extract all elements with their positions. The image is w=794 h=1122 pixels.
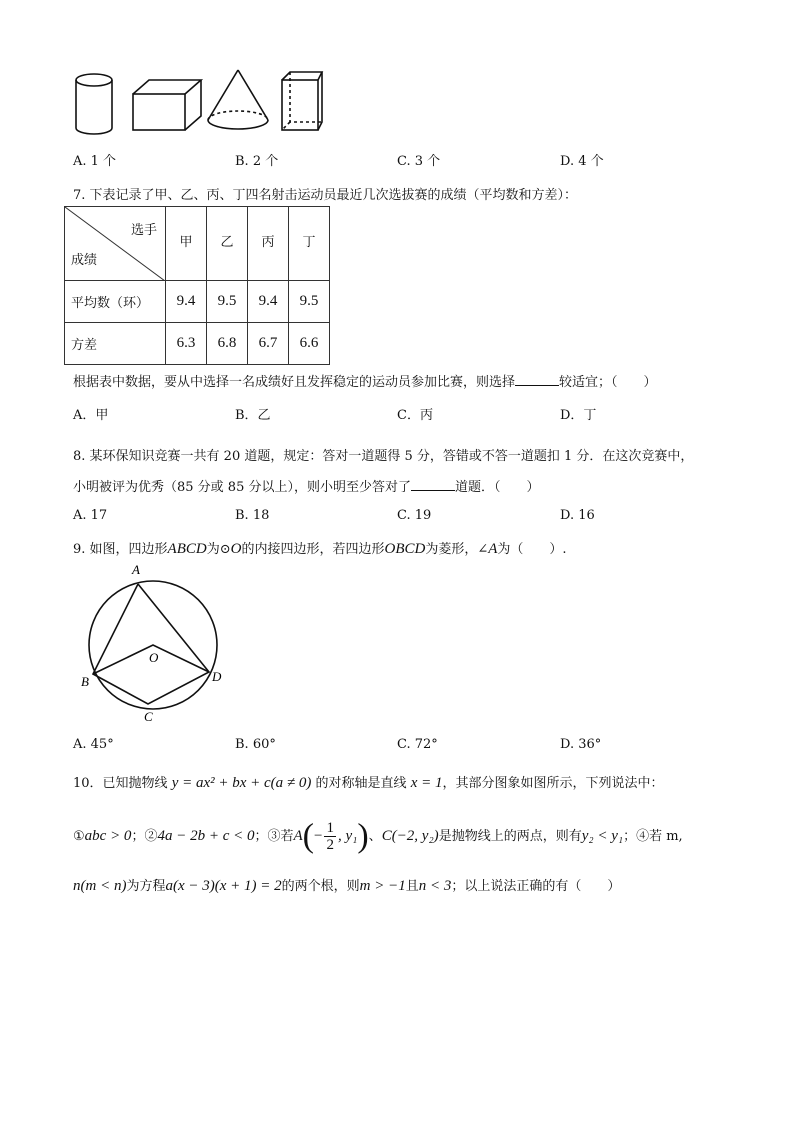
q7-stem: 7. 下表记录了甲、乙、丙、丁四名射击运动员最近几次选拔赛的成绩（平均数和方差）： xyxy=(73,188,578,203)
q7-question xyxy=(73,371,657,390)
q9-text: 的内接四边形，若四边形 xyxy=(241,542,385,557)
score-table xyxy=(64,206,330,365)
cuboid-figure xyxy=(133,80,201,130)
fraction xyxy=(324,820,336,853)
q9-abcd: ABCD xyxy=(167,541,207,557)
q8-line1: 8. 某环保知识竞赛一共有 20 道题，规定：答对一道题得 5 分，答错或不答一道题扣 1 分．在这次竞赛中， xyxy=(73,449,694,464)
q9-text: 为菱形，∠ xyxy=(425,542,489,557)
q7-option-a: A．甲 xyxy=(73,408,109,423)
q8-option-d: D. 16 xyxy=(560,508,595,523)
q9-obcd: OBCD xyxy=(384,541,426,557)
q10-text: 为方程 xyxy=(126,879,166,894)
header-bing: 丙 xyxy=(248,207,289,281)
q9-text: 为（ ）. xyxy=(497,542,567,557)
q7-option-d: D．丁 xyxy=(560,408,597,423)
q10-text: 的两个根，则 xyxy=(281,879,360,894)
table-cell: 9.5 xyxy=(207,281,248,323)
q9-text: 为⊙ xyxy=(206,542,231,557)
q9-stem xyxy=(73,538,567,558)
q9-option-a: A. 45° xyxy=(73,737,114,752)
cone-figure xyxy=(208,70,268,129)
q9-option-b: B. 60° xyxy=(235,737,276,752)
table-cell: 9.5 xyxy=(289,281,330,323)
q10-line3 xyxy=(73,875,620,895)
fraction-numerator: 1 xyxy=(326,820,334,836)
q10-text: ；以上说法正确的有（ ） xyxy=(451,879,621,894)
q10-math: n < 3 xyxy=(418,878,452,894)
fraction-denominator: 2 xyxy=(326,837,334,853)
label-B: B xyxy=(81,674,89,689)
header-jia: 甲 xyxy=(166,207,207,281)
q7-option-c: C．丙 xyxy=(397,408,433,423)
q10-math: 4a − 2b + c < 0 xyxy=(157,828,255,844)
solid-figures xyxy=(70,66,340,138)
label-A: A xyxy=(132,562,140,577)
table-cell: 6.3 xyxy=(166,323,207,365)
q10-line2: ①abc > 0；②4a − 2b + c < 0；③若A(− $\frac{1}{2}$ , y₁)、C(−2, y₂)是抛物线上的两点，则有y₂ < y₁；④若 m, xyxy=(73,817,683,855)
label-O: O xyxy=(149,650,159,665)
diag-bottom-label: 成绩 xyxy=(71,253,98,268)
q8-line2-tail: 道题．（ ） xyxy=(454,480,540,495)
q10-text: 且 xyxy=(405,879,419,894)
q6-option-b: B. 2 个 xyxy=(235,154,279,169)
answer-blank xyxy=(411,478,455,491)
q10-line1 xyxy=(73,772,664,792)
q10-math: , y₁ xyxy=(337,828,358,844)
q10-math: a(x − 3)(x + 1) = 2 xyxy=(165,878,282,894)
label-C: C xyxy=(144,709,153,724)
diagonal-header-cell xyxy=(65,207,166,281)
q8-option-a: A. 17 xyxy=(73,508,108,523)
q7-question-tail: 较适宜；（ ） xyxy=(559,375,657,390)
q10-text: ；③若 xyxy=(254,829,294,844)
q10-math: m > −1 xyxy=(359,878,406,894)
q9-o: O xyxy=(230,541,242,557)
q10-math: abc > 0 xyxy=(84,828,132,844)
q9-angle: A xyxy=(488,541,498,557)
q9-option-d: D. 36° xyxy=(560,737,602,752)
table-cell: 6.6 xyxy=(289,323,330,365)
row-label-variance: 方差 xyxy=(65,323,166,365)
q10-text: ；② xyxy=(131,829,158,844)
q7-question-text: 根据表中数据，要从中选择一名成绩好且发挥稳定的运动员参加比赛，则选择 xyxy=(73,375,516,390)
q8-line2 xyxy=(73,476,540,495)
q10-text: ，其部分图象如图所示，下列说法中： xyxy=(442,776,664,791)
answer-blank xyxy=(515,373,559,386)
q9-text: 9. 如图，四边形 xyxy=(73,542,168,557)
q6-option-a: A. 1 个 xyxy=(73,154,117,169)
q8-option-c: C. 19 xyxy=(397,508,432,523)
q6-option-d: D. 4 个 xyxy=(560,154,604,169)
q10-math: A xyxy=(293,828,303,844)
q10-axis: x = 1 xyxy=(410,775,443,791)
row-label-mean: 平均数（环） xyxy=(65,281,166,323)
q10-text: ；④若 m, xyxy=(623,829,683,844)
q10-text: ① xyxy=(73,829,85,844)
q8-option-b: B. 18 xyxy=(235,508,270,523)
q10-text: 的对称轴是直线 xyxy=(315,776,407,791)
table-cell: 9.4 xyxy=(166,281,207,323)
q10-text: 是抛物线上的两点，则有 xyxy=(438,829,582,844)
q10-math: n(m < n) xyxy=(73,878,127,894)
q10-text: 10．已知抛物线 xyxy=(73,776,168,791)
prism-figure xyxy=(282,72,322,130)
q10-text: 、 xyxy=(368,829,382,844)
q10-math: y₂ < y₁ xyxy=(581,828,624,844)
circle-quadrilateral-figure xyxy=(78,560,238,730)
q10-equation: y = ax² + bx + c(a ≠ 0) xyxy=(171,775,312,791)
q7-option-b: B．乙 xyxy=(235,408,271,423)
header-ding: 丁 xyxy=(289,207,330,281)
cylinder-figure xyxy=(76,74,112,134)
table-cell: 9.4 xyxy=(248,281,289,323)
label-D: D xyxy=(212,669,222,684)
header-yi: 乙 xyxy=(207,207,248,281)
table-cell: 6.7 xyxy=(248,323,289,365)
q6-option-c: C. 3 个 xyxy=(397,154,441,169)
q10-math: C(−2, y₂) xyxy=(381,828,439,844)
q8-line2-text: 小明被评为优秀（85 分或 85 分以上），则小明至少答对了 xyxy=(73,480,411,495)
table-cell: 6.8 xyxy=(207,323,248,365)
q9-option-c: C. 72° xyxy=(397,737,438,752)
diag-top-label: 选手 xyxy=(130,223,157,238)
